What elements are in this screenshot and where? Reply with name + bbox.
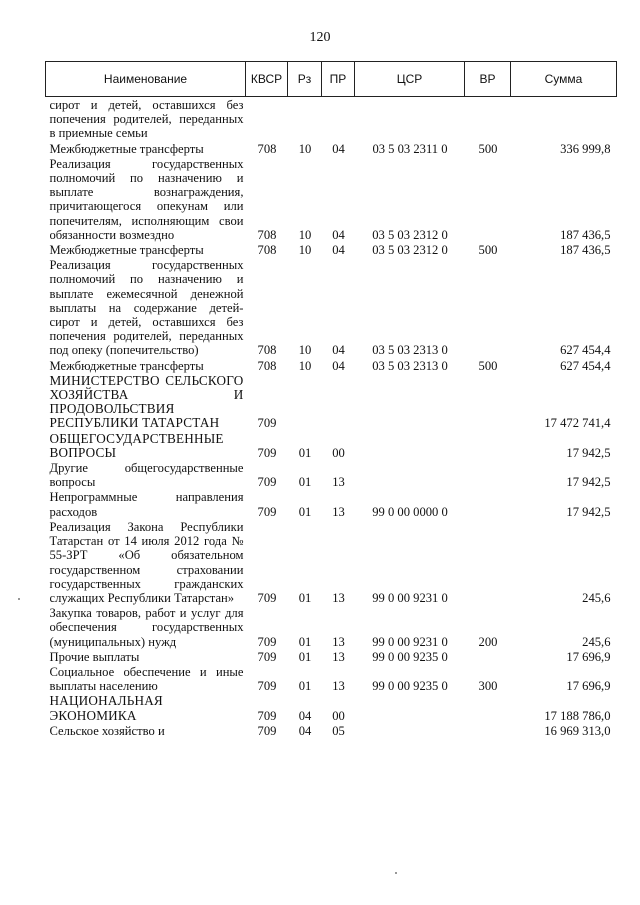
cell-sum: 17 188 786,0 bbox=[544, 708, 611, 723]
cell-name: Межбюджетные трансферты bbox=[49, 141, 204, 156]
cell-csr: 03 5 03 2313 0 bbox=[372, 343, 448, 358]
cell-vr: 500 bbox=[478, 243, 498, 258]
cell-rz: 01 bbox=[298, 679, 312, 694]
page-number: 120 bbox=[309, 30, 331, 45]
cell-rz: 01 bbox=[298, 475, 312, 490]
cell-vr: 500 bbox=[478, 358, 498, 373]
cell-kvsr: 708 bbox=[257, 243, 277, 258]
table-row bbox=[46, 664, 617, 693]
cell-csr: 99 0 00 9231 0 bbox=[372, 590, 448, 605]
table-row bbox=[46, 373, 617, 431]
scan-speck bbox=[18, 598, 20, 600]
cell-csr bbox=[355, 373, 465, 431]
table-row bbox=[46, 460, 617, 489]
cell-kvsr: 709 bbox=[257, 445, 277, 460]
column-header-csr: ЦСР bbox=[355, 62, 465, 97]
column-header-sum: Сумма bbox=[511, 62, 617, 97]
cell-sum bbox=[511, 97, 617, 141]
cell-sum: 17 472 741,4 bbox=[544, 416, 611, 431]
table-row bbox=[46, 358, 617, 373]
cell-rz: 01 bbox=[298, 590, 312, 605]
cell-pr: 13 bbox=[332, 634, 345, 649]
column-header-kvsr: КВСР bbox=[246, 62, 288, 97]
cell-rz: 10 bbox=[298, 358, 312, 373]
table-row bbox=[46, 693, 617, 722]
cell-name: Реализация Закона Республики Татарстан от 14 июля 2012 года № 55-ЗРТ «Об обязательном государственном страховании государственных гражданских служащих Республики Татарстан» bbox=[49, 519, 244, 605]
cell-kvsr: 709 bbox=[257, 475, 277, 490]
cell-name: Социальное обеспечение и иные выплаты населению bbox=[49, 664, 244, 694]
cell-sum: 336 999,8 bbox=[560, 141, 611, 156]
cell-csr bbox=[355, 97, 465, 141]
cell-name: Непрограммные направления расходов bbox=[49, 490, 244, 519]
cell-name: НАЦИОНАЛЬНАЯ ЭКОНОМИКА bbox=[49, 693, 163, 723]
cell-rz bbox=[288, 373, 322, 431]
cell-rz: 04 bbox=[298, 708, 312, 723]
cell-csr bbox=[355, 723, 465, 738]
cell-pr: 00 bbox=[332, 708, 345, 723]
cell-pr: 04 bbox=[332, 243, 345, 258]
cell-kvsr: 709 bbox=[257, 590, 277, 605]
cell-vr bbox=[465, 723, 511, 738]
cell-kvsr: 708 bbox=[257, 358, 277, 373]
cell-kvsr: 709 bbox=[257, 504, 277, 519]
cell-name: Закупка товаров, работ и услуг для обеспечения государственных (муниципальных) нужд bbox=[49, 606, 244, 649]
cell-kvsr: 708 bbox=[257, 343, 277, 358]
cell-vr bbox=[465, 431, 511, 460]
table-row bbox=[46, 649, 617, 664]
cell-sum: 187 436,5 bbox=[560, 243, 611, 258]
cell-csr bbox=[355, 693, 465, 722]
cell-name: Сельское хозяйство и bbox=[49, 723, 165, 738]
cell-pr: 13 bbox=[332, 679, 345, 694]
cell-vr bbox=[465, 649, 511, 664]
cell-name: Прочие выплаты bbox=[49, 649, 140, 664]
cell-rz bbox=[288, 97, 322, 141]
cell-csr bbox=[355, 460, 465, 489]
cell-name: Другие общегосударственные вопросы bbox=[49, 461, 244, 490]
cell-kvsr: 709 bbox=[257, 634, 277, 649]
cell-rz: 10 bbox=[298, 141, 312, 156]
cell-vr bbox=[465, 97, 511, 141]
cell-pr: 13 bbox=[332, 590, 345, 605]
table-row bbox=[46, 141, 617, 156]
cell-rz: 01 bbox=[298, 634, 312, 649]
cell-vr bbox=[465, 693, 511, 722]
cell-csr: 03 5 03 2312 0 bbox=[372, 227, 448, 242]
cell-sum: 17 942,5 bbox=[566, 475, 611, 490]
cell-csr: 99 0 00 9235 0 bbox=[372, 649, 448, 664]
cell-vr: 200 bbox=[478, 634, 498, 649]
cell-name: Межбюджетные трансферты bbox=[49, 358, 204, 373]
cell-name: Реализация государственных полномочий по назначению и выплате вознаграждения, причитающегося опекунам или попечителям, исполняющим свои обязанности возмездно bbox=[49, 156, 244, 242]
cell-csr bbox=[355, 431, 465, 460]
cell-pr bbox=[322, 373, 355, 431]
cell-sum: 17 942,5 bbox=[566, 445, 611, 460]
cell-pr: 04 bbox=[332, 141, 345, 156]
cell-rz: 01 bbox=[298, 504, 312, 519]
cell-kvsr: 709 bbox=[257, 416, 277, 431]
column-header-vr: ВР bbox=[465, 62, 511, 97]
cell-csr: 99 0 00 0000 0 bbox=[372, 504, 448, 519]
cell-pr: 13 bbox=[332, 475, 345, 490]
cell-sum: 17 942,5 bbox=[566, 504, 611, 519]
cell-rz: 04 bbox=[298, 723, 312, 738]
cell-vr bbox=[465, 489, 511, 518]
cell-name: ОБЩЕГОСУДАРСТВЕННЫЕ ВОПРОСЫ bbox=[49, 430, 224, 460]
cell-pr: 04 bbox=[332, 358, 345, 373]
cell-kvsr: 709 bbox=[257, 723, 277, 738]
cell-rz: 10 bbox=[298, 343, 312, 358]
column-header-rz: Рз bbox=[288, 62, 322, 97]
table-header-row bbox=[46, 62, 617, 97]
cell-sum: 16 969 313,0 bbox=[544, 723, 611, 738]
table-row bbox=[46, 97, 617, 141]
cell-pr: 04 bbox=[332, 227, 345, 242]
cell-pr: 05 bbox=[332, 723, 345, 738]
cell-pr: 13 bbox=[332, 504, 345, 519]
cell-sum: 245,6 bbox=[582, 634, 611, 649]
cell-pr: 00 bbox=[332, 445, 345, 460]
cell-csr: 99 0 00 9235 0 bbox=[372, 679, 448, 694]
cell-sum: 17 696,9 bbox=[566, 649, 611, 664]
cell-pr bbox=[322, 97, 355, 141]
cell-kvsr bbox=[246, 97, 288, 141]
cell-name: Межбюджетные трансферты bbox=[49, 243, 204, 258]
table-row bbox=[46, 431, 617, 460]
cell-name: сирот и детей, оставшихся без попечения родителей, переданных в приемные семьи bbox=[49, 98, 244, 141]
column-header-pr: ПР bbox=[322, 62, 355, 97]
cell-vr bbox=[465, 156, 511, 242]
cell-kvsr: 708 bbox=[257, 227, 277, 242]
cell-name: МИНИСТЕРСТВО СЕЛЬСКОГО ХОЗЯЙСТВА И ПРОДОВОЛЬСТВИЯ РЕСПУБЛИКИ ТАТАРСТАН bbox=[49, 372, 244, 431]
cell-vr bbox=[465, 519, 511, 605]
cell-kvsr: 709 bbox=[257, 679, 277, 694]
table-row bbox=[46, 156, 617, 242]
cell-pr: 04 bbox=[332, 343, 345, 358]
cell-csr: 99 0 00 9231 0 bbox=[372, 634, 448, 649]
cell-vr bbox=[465, 257, 511, 357]
cell-sum: 187 436,5 bbox=[560, 227, 611, 242]
cell-name: Реализация государственных полномочий по назначению и выплате ежемесячной денежной выплаты на содержание детей-сирот и детей, оставшихся без попечения родителей, переданных под опеку (попечительство) bbox=[49, 258, 244, 358]
cell-vr: 500 bbox=[478, 141, 498, 156]
cell-rz: 01 bbox=[298, 445, 312, 460]
scan-speck bbox=[395, 872, 397, 874]
cell-vr bbox=[465, 460, 511, 489]
cell-sum: 245,6 bbox=[582, 590, 611, 605]
cell-vr: 300 bbox=[478, 679, 498, 694]
cell-rz: 10 bbox=[298, 243, 312, 258]
cell-sum: 627 454,4 bbox=[560, 343, 611, 358]
cell-csr: 03 5 03 2311 0 bbox=[372, 141, 448, 156]
cell-sum: 627 454,4 bbox=[560, 358, 611, 373]
cell-pr: 13 bbox=[332, 649, 345, 664]
cell-rz: 01 bbox=[298, 649, 312, 664]
cell-rz: 10 bbox=[298, 227, 312, 242]
cell-kvsr: 709 bbox=[257, 708, 277, 723]
cell-csr: 03 5 03 2312 0 bbox=[372, 243, 448, 258]
cell-csr: 03 5 03 2313 0 bbox=[372, 358, 448, 373]
cell-sum: 17 696,9 bbox=[566, 679, 611, 694]
table-row bbox=[46, 605, 617, 649]
table-row bbox=[46, 519, 617, 605]
table-row bbox=[46, 257, 617, 357]
table-row bbox=[46, 723, 617, 738]
table-row bbox=[46, 242, 617, 257]
cell-vr bbox=[465, 373, 511, 431]
cell-kvsr: 708 bbox=[257, 141, 277, 156]
table-body bbox=[46, 97, 617, 738]
column-header-name: Наименование bbox=[46, 62, 246, 97]
cell-kvsr: 709 bbox=[257, 649, 277, 664]
table-row bbox=[46, 489, 617, 518]
budget-table bbox=[45, 61, 617, 738]
